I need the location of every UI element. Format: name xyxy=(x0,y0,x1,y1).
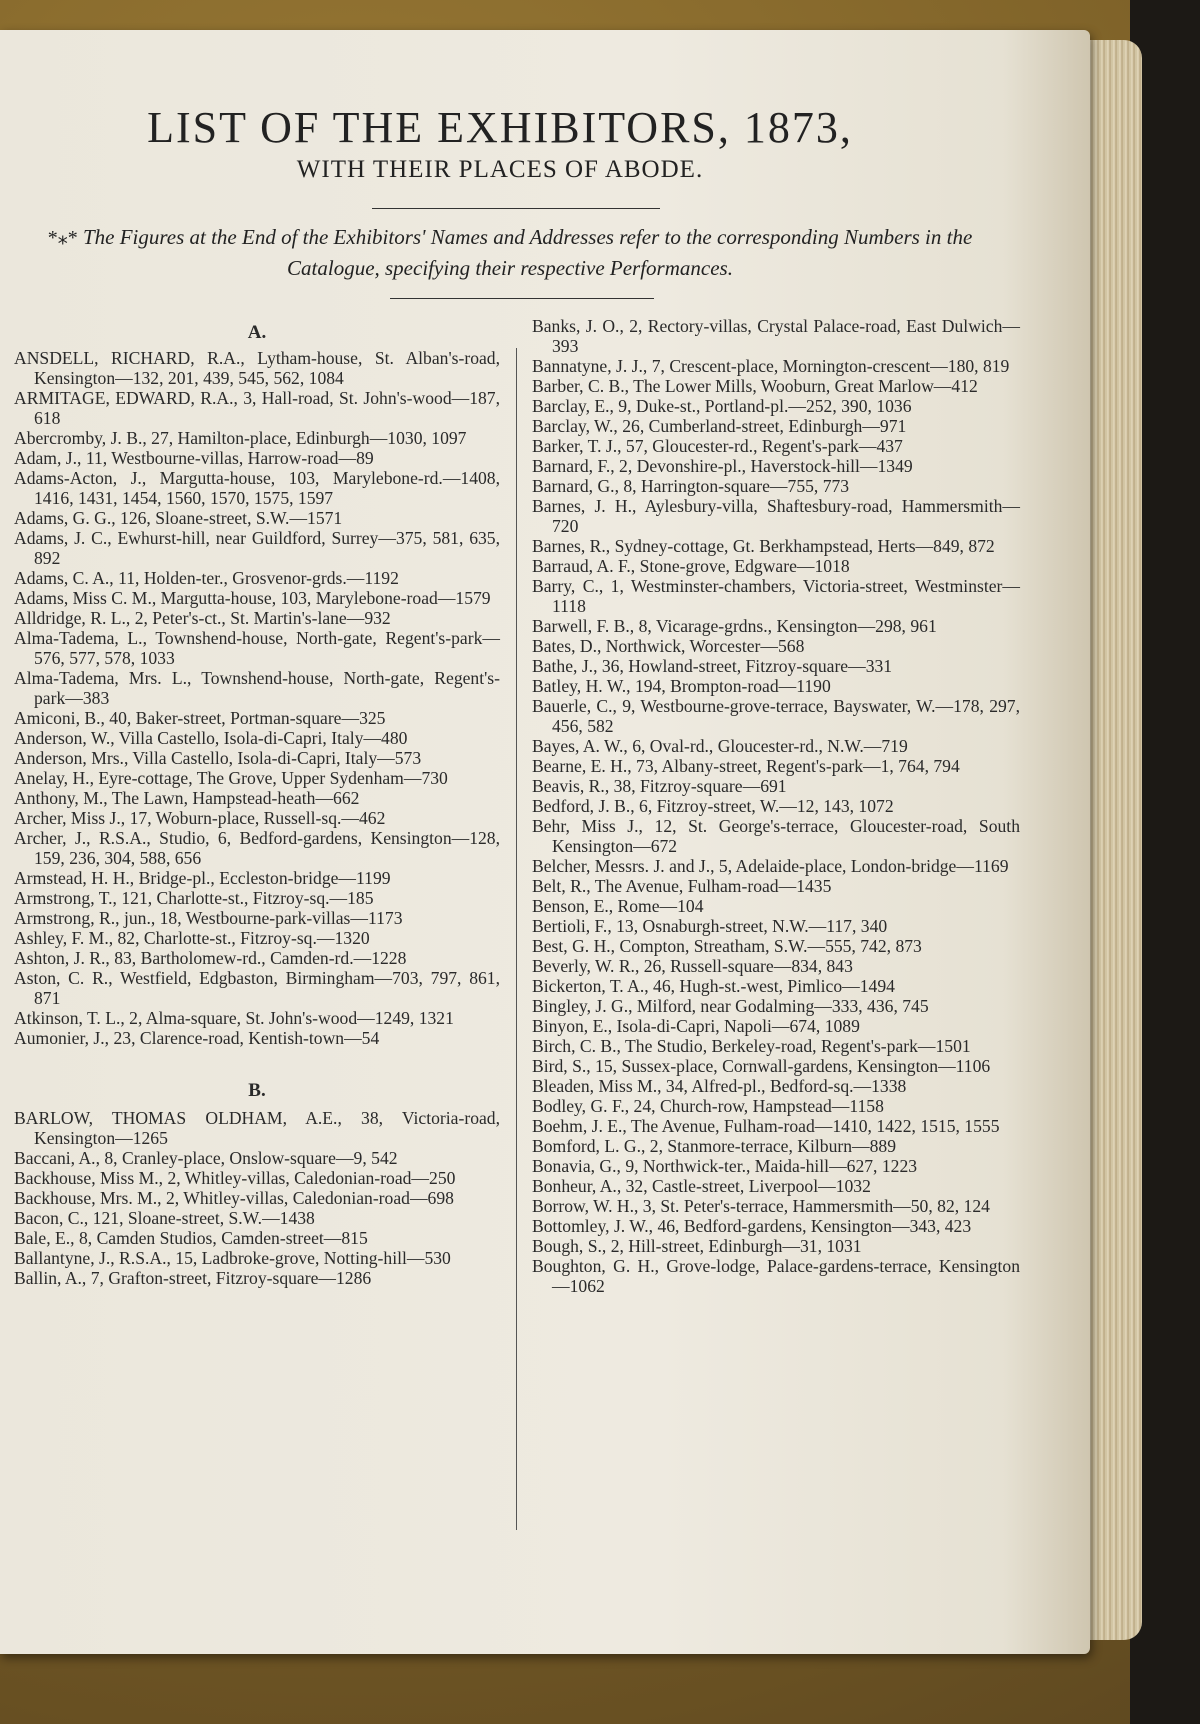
exhibitor-entry: Benson, E., Rome—104 xyxy=(532,896,704,916)
exhibitor-entry: Bauerle, C., 9, Westbourne-grove-terrace, Bayswater, W.—178, 297, 456, 582 xyxy=(532,696,1020,736)
exhibitor-list-a xyxy=(14,348,500,1048)
exhibitor-entry: Adams, C. A., 11, Holden-ter., Grosvenor-grds.—1192 xyxy=(14,568,399,588)
exhibitor-entry: Bannatyne, J. J., 7, Crescent-place, Mornington-crescent—180, 819 xyxy=(532,356,1010,376)
exhibitor-entry: Bough, S., 2, Hill-street, Edinburgh—31, 1031 xyxy=(532,1236,862,1256)
exhibitor-entry: BARLOW, THOMAS OLDHAM, A.E., 38, Victoria-road, Kensington—1265 xyxy=(14,1108,500,1148)
exhibitor-entry: Bodley, G. F., 24, Church-row, Hampstead—1158 xyxy=(532,1096,884,1116)
exhibitor-entry: Ballantyne, J., R.S.A., 15, Ladbroke-grove, Notting-hill—530 xyxy=(14,1248,451,1268)
exhibitor-entry: Anderson, W., Villa Castello, Isola-di-Capri, Italy—480 xyxy=(14,728,408,748)
exhibitor-entry: Barwell, F. B., 8, Vicarage-grdns., Kensington—298, 961 xyxy=(532,616,937,636)
page-subtitle: WITH THEIR PLACES OF ABODE. xyxy=(296,156,704,183)
exhibitor-entry: Adam, J., 11, Westbourne-villas, Harrow-road—89 xyxy=(14,448,374,468)
exhibitor-entry: Amiconi, B., 40, Baker-street, Portman-square—325 xyxy=(14,708,386,728)
exhibitor-entry: Bates, D., Northwick, Worcester—568 xyxy=(532,636,805,656)
exhibitor-entry: Archer, Miss J., 17, Woburn-place, Russell-sq.—462 xyxy=(14,808,386,828)
exhibitor-entry: Barnes, J. H., Aylesbury-villa, Shaftesbury-road, Hammersmith—720 xyxy=(532,496,1020,536)
exhibitor-entry: Borrow, W. H., 3, St. Peter's-terrace, Hammersmith—50, 82, 124 xyxy=(532,1196,990,1216)
exhibitor-entry: Bedford, J. B., 6, Fitzroy-street, W.—12, 143, 1072 xyxy=(532,796,894,816)
exhibitor-entry: Adams, Miss C. M., Margutta-house, 103, Marylebone-road—1579 xyxy=(14,588,491,608)
exhibitor-entry: Alma-Tadema, L., Townshend-house, North-gate, Regent's-park—576, 577, 578, 1033 xyxy=(14,628,500,668)
left-column xyxy=(14,316,500,1288)
exhibitor-entry: Barker, T. J., 57, Gloucester-rd., Regent's-park—437 xyxy=(532,436,903,456)
exhibitor-entry: Binyon, E., Isola-di-Capri, Napoli—674, 1089 xyxy=(532,1016,860,1036)
exhibitor-entry: Barnard, G., 8, Harrington-square—755, 773 xyxy=(532,476,850,496)
exhibitor-entry: Alldridge, R. L., 2, Peter's-ct., St. Martin's-lane—932 xyxy=(14,608,391,628)
exhibitor-entry: Bathe, J., 36, Howland-street, Fitzroy-square—331 xyxy=(532,656,893,676)
exhibitor-entry: Boehm, J. E., The Avenue, Fulham-road—1410, 1422, 1515, 1555 xyxy=(532,1116,1000,1136)
exhibitor-entry: Armstrong, R., jun., 18, Westbourne-park-villas—1173 xyxy=(14,908,403,928)
exhibitor-entry: Bonavia, G., 9, Northwick-ter., Maida-hill—627, 1223 xyxy=(532,1156,918,1176)
exhibitor-entry: Barclay, W., 26, Cumberland-street, Edinburgh—971 xyxy=(532,416,907,436)
exhibitor-entry: Bingley, J. G., Milford, near Godalming—333, 436, 745 xyxy=(532,996,929,1016)
exhibitor-entry: Bacon, C., 121, Sloane-street, S.W.—1438 xyxy=(14,1208,315,1228)
exhibitor-entry: Behr, Miss J., 12, St. George's-terrace, Gloucester-road, South Kensington—672 xyxy=(532,816,1020,856)
exhibitor-entry: Archer, J., R.S.A., Studio, 6, Bedford-gardens, Kensington—128, 159, 236, 304, 588, 656 xyxy=(14,828,500,868)
note-text: The Figures at the End of the Exhibitors' Names and Addresses refer to the corresponding Numbers in the Catalogue, specifying their respective Performances. xyxy=(82,225,973,280)
exhibitor-entry: Adams, J. C., Ewhurst-hill, near Guildford, Surrey—375, 581, 635, 892 xyxy=(14,528,500,568)
exhibitor-entry: Barnard, F., 2, Devonshire-pl., Haverstock-hill—1349 xyxy=(532,456,913,476)
note-rule xyxy=(390,298,654,299)
exhibitor-entry: Aston, C. R., Westfield, Edgbaston, Birmingham—703, 797, 861, 871 xyxy=(14,968,500,1008)
exhibitor-list-b xyxy=(14,1108,500,1288)
exhibitor-entry: ARMITAGE, EDWARD, R.A., 3, Hall-road, St. John's-wood—187, 618 xyxy=(14,388,500,428)
exhibitor-entry: Belcher, Messrs. J. and J., 5, Adelaide-place, London-bridge—1169 xyxy=(532,856,1009,876)
exhibitor-entry: Bearne, E. H., 73, Albany-street, Regent's-park—1, 764, 794 xyxy=(532,756,960,776)
exhibitor-entry: Bale, E., 8, Camden Studios, Camden-street—815 xyxy=(14,1228,368,1248)
exhibitor-entry: Bomford, L. G., 2, Stanmore-terrace, Kilburn—889 xyxy=(532,1136,897,1156)
exhibitor-entry: ANSDELL, RICHARD, R.A., Lytham-house, St. Alban's-road, Kensington—132, 201, 439, 545, 562, 1084 xyxy=(14,348,500,388)
exhibitor-entry: Barry, C., 1, Westminster-chambers, Victoria-street, Westminster—1118 xyxy=(532,576,1020,616)
section-heading-b: B. xyxy=(248,1080,266,1101)
exhibitor-entry: Atkinson, T. L., 2, Alma-square, St. John's-wood—1249, 1321 xyxy=(14,1008,454,1028)
exhibitor-entry: Alma-Tadema, Mrs. L., Townshend-house, North-gate, Regent's-park—383 xyxy=(14,668,500,708)
exhibitor-entry: Backhouse, Miss M., 2, Whitley-villas, Caledonian-road—250 xyxy=(14,1168,456,1188)
exhibitor-entry: Barber, C. B., The Lower Mills, Wooburn, Great Marlow—412 xyxy=(532,376,978,396)
exhibitor-entry: Bonheur, A., 32, Castle-street, Liverpool—1032 xyxy=(532,1176,871,1196)
exhibitor-entry: Beverly, W. R., 26, Russell-square—834, 843 xyxy=(532,956,853,976)
title-rule xyxy=(372,208,660,209)
exhibitor-list-right xyxy=(532,316,1020,1296)
exhibitor-entry: Beavis, R., 38, Fitzroy-square—691 xyxy=(532,776,787,796)
exhibitor-entry: Bottomley, J. W., 46, Bedford-gardens, Kensington—343, 423 xyxy=(532,1216,972,1236)
note-asterisks: *⁎* xyxy=(47,227,78,249)
exhibitor-entry: Banks, J. O., 2, Rectory-villas, Crystal Palace-road, East Dulwich—393 xyxy=(532,316,1020,356)
exhibitor-entry: Barraud, A. F., Stone-grove, Edgware—1018 xyxy=(532,556,850,576)
exhibitor-entry: Abercromby, J. B., 27, Hamilton-place, Edinburgh—1030, 1097 xyxy=(14,428,467,448)
exhibitor-entry: Backhouse, Mrs. M., 2, Whitley-villas, Caledonian-road—698 xyxy=(14,1188,454,1208)
exhibitor-entry: Batley, H. W., 194, Brompton-road—1190 xyxy=(532,676,831,696)
page-title: LIST OF THE EXHIBITORS, 1873, xyxy=(147,103,853,152)
exhibitor-entry: Bayes, A. W., 6, Oval-rd., Gloucester-rd., N.W.—719 xyxy=(532,736,908,756)
exhibitor-entry: Bleaden, Miss M., 34, Alfred-pl., Bedford-sq.—1338 xyxy=(532,1076,907,1096)
exhibitor-entry: Anelay, H., Eyre-cottage, The Grove, Upper Sydenham—730 xyxy=(14,768,448,788)
exhibitor-entry: Best, G. H., Compton, Streatham, S.W.—555, 742, 873 xyxy=(532,936,922,956)
exhibitor-entry: Bertioli, F., 13, Osnaburgh-street, N.W.—117, 340 xyxy=(532,916,888,936)
exhibitor-entry: Adams, G. G., 126, Sloane-street, S.W.—1571 xyxy=(14,508,343,528)
column-divider xyxy=(516,348,517,1530)
exhibitor-entry: Birch, C. B., The Studio, Berkeley-road, Regent's-park—1501 xyxy=(532,1036,971,1056)
exhibitor-entry: Aumonier, J., 23, Clarence-road, Kentish-town—54 xyxy=(14,1028,380,1048)
exhibitor-entry: Anthony, M., The Lawn, Hampstead-heath—662 xyxy=(14,788,360,808)
exhibitor-entry: Anderson, Mrs., Villa Castello, Isola-di-Capri, Italy—573 xyxy=(14,748,422,768)
exhibitor-entry: Bickerton, T. A., 46, Hugh-st.-west, Pimlico—1494 xyxy=(532,976,895,996)
book-page xyxy=(0,30,1090,1654)
exhibitor-entry: Armstrong, T., 121, Charlotte-st., Fitzroy-sq.—185 xyxy=(14,888,374,908)
catalogue-note xyxy=(10,222,1010,283)
exhibitor-entry: Barclay, E., 9, Duke-st., Portland-pl.—252, 390, 1036 xyxy=(532,396,912,416)
exhibitor-entry: Ashley, F. M., 82, Charlotte-st., Fitzroy-sq.—1320 xyxy=(14,928,370,948)
exhibitor-entry: Ashton, J. R., 83, Bartholomew-rd., Camden-rd.—1228 xyxy=(14,948,407,968)
exhibitor-entry: Baccani, A., 8, Cranley-place, Onslow-square—9, 542 xyxy=(14,1148,398,1168)
right-column xyxy=(532,316,1020,1296)
exhibitor-entry: Boughton, G. H., Grove-lodge, Palace-gardens-terrace, Kensington—1062 xyxy=(532,1256,1020,1296)
exhibitor-entry: Ballin, A., 7, Grafton-street, Fitzroy-square—1286 xyxy=(14,1268,372,1288)
exhibitor-entry: Barnes, R., Sydney-cottage, Gt. Berkhampstead, Herts—849, 872 xyxy=(532,536,995,556)
exhibitor-entry: Bird, S., 15, Sussex-place, Cornwall-gardens, Kensington—1106 xyxy=(532,1056,991,1076)
exhibitor-entry: Armstead, H. H., Bridge-pl., Eccleston-bridge—1199 xyxy=(14,868,391,888)
exhibitor-entry: Adams-Acton, J., Margutta-house, 103, Marylebone-rd.—1408, 1416, 1431, 1454, 1560, 1570, 1575, 1597 xyxy=(14,468,500,508)
exhibitor-entry: Belt, R., The Avenue, Fulham-road—1435 xyxy=(532,876,832,896)
section-heading-a: A. xyxy=(247,322,267,343)
